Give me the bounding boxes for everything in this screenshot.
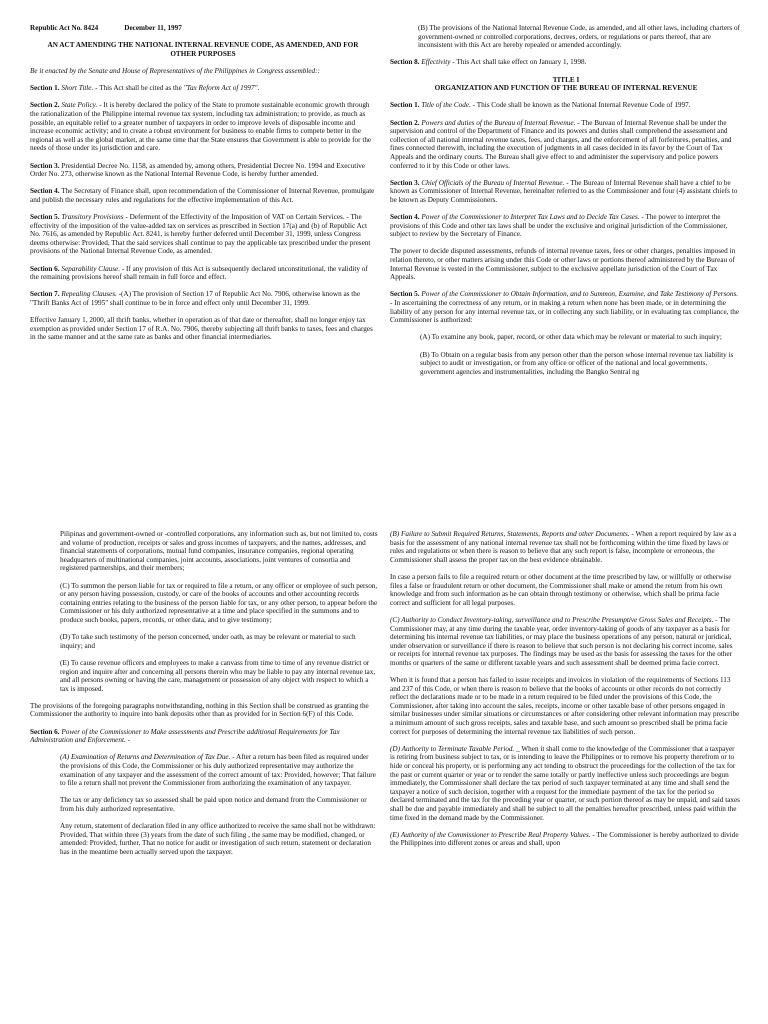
enacting-clause: Be it enacted by the Senate and House of Representatives of the Philippines in Congress assembled::: [30, 66, 320, 75]
section-7: Section 7. Repealing Clauses. -(A) The provision of Section 17 of Republic Act No. 7906, otherwise known as the "Thrift Banks Act of 1995" shall continue to be in force and effect only until December 31, 1999.: [30, 290, 361, 307]
code-section-2: Section 2. Powers and duties of the Bureau of Internal Revenue. - The Bureau of Internal Revenue shall be under the supervision and control of the Department of Finance and its powers and duties shall comprehend the assessment and collection of all national internal revenue taxes, fees, and charges, and the enforcement of all forfeitures, penalties, and fines connected therewith, including the execution of judgments in all cases decided in its favor by the Court of Tax Appeals and the ordinary courts. The Bureau shall give effect to and administer the supervisory and police powers conferred to it by this Code or other laws.: [390, 118, 732, 170]
document-page-2: [0, 512, 768, 1024]
effective-paragraph: Effective January 1, 2000, all thrift banks, whether in operation as of that date or thereafter, shall no longer enjoy tax exemption as provided under Section 17 of R.A. No. 7906, thereby subjecting all thrift banks to taxes, fees and charges in the same manner and at the same rate as banks and other financial intermediaries.: [30, 316, 373, 342]
section-6-return-paragraph: Any return, statement of declaration filed in any office authorized to receive the same shall not be withdrawn: Provided, That within three (3) years from the date of such filing , the same may be modified, changed, or amended: Provided, further, That no notice for audit or investigation of such return, statement or declaration has in the meantime been actually served upon the taxpayer.: [60, 822, 376, 856]
section-3: Section 3. Presidential Decree No. 1158, as amended by, among others, Presidential Decree No. 1994 and Executive Order No. 273, otherwise known as the National Internal Revenue Code, is hereby further amended.: [30, 161, 365, 179]
when-found-paragraph: When it is found that a person has failed to issue receipts and invoices in violation of the requirements of Sections 113 and 237 of this Code, or when there is reason to believe that the books of accounts or other records do not correctly reflect the declarations made or to be made in a return required to be filed under the provisions of this Code, the Commissioner, after taking into account the sales, receipts, income or other taxable base of other persons engaged in similar businesses under similar situations or circumstances or after considering other relevant information may prescribe a minimum amount of such gross receipts, sales and taxable base, and such amount so prescribed shall be prima facie correct for purposes of determining the internal revenue tax liabilities of such person.: [390, 676, 740, 736]
section-6-tax-paragraph: The tax or any deficiency tax so assessed shall be paid upon notice and demand from the Commissioner or from his duly authorized representative.: [60, 796, 367, 813]
item-d: (D) To take such testimony of the person concerned, under oath, as may be relevant or material to such inquiry; and: [60, 633, 356, 650]
page2-left-column: [30, 530, 378, 865]
page1-right-column: [390, 24, 742, 385]
item-e: (E) To cause revenue officers and employees to make a canvass from time to time of any revenue district or region and inquire after and concerning all persons therein who may be liable to pay any internal revenue tax, and all persons owning or having the care, management or possession of any object with respect to which a tax is imposed.: [60, 658, 376, 693]
section-6-item-e: (E) Authority of the Commissioner to Prescribe Real Property Values. - The Commissioner is hereby authorized to divide the Philippines into different zones or areas and shall, upon: [390, 830, 739, 848]
section-5: Section 5. Transitory Provisions - Deferment of the Effectivity of the Imposition of VAT on Certain Services. - The effectivity of the imposition of the value-added tax on services as prescribed in Section 17(a) and (b) of Republic Act No. 7616, as amended by Republic Act. 8241, is hereby further deferred until December 31, 1999, unless Congress deems otherwise: Provided, That the said services shall continue to pay the applicable tax prescribed under the present provisions of the National Internal Revenue Code, as amended.: [30, 213, 371, 256]
section-6: Section 6. Separability Clause. - If any provision of this Act is subsequently declared unconstitutional, the validity of the remaining provisions hereof shall remain in full force and effect.: [30, 264, 368, 282]
code-section-5: Section 5. Power of the Commissioner to Obtain Information, and to Summon, Examine, and Take Testimony of Persons. - In ascertaining the correctness of any return, or in making a return when none has been made, or in determining the liability of any person for any internal revenue tax, or in collecting any such liability, or in evaluating tax compliance, the Commissioner is authorized:: [390, 290, 740, 325]
act-date: December 11, 1997: [124, 24, 182, 32]
page-separator: [0, 496, 768, 512]
code-section-5-item-b: (B) To Obtain on a regular basis from any person other than the person whose internal revenue tax liability is subject to audit or investigation, or from any office or officer of the national and local governments, government agencies and instrumentalities, including the Bangko Sentral ng: [420, 350, 734, 376]
document-page-1: [0, 0, 768, 496]
code-section-6: Section 6. Power of the Commissioner to Make assessments and Prescribe additional Requirements for Tax Administration and Enforcement. -: [30, 727, 340, 745]
act-header: [30, 24, 376, 33]
repeal-b-paragraph: (B) The provisions of the National Internal Revenue Code, as amended, and all other laws, including charters of government-owned or controlled corporations, decrees, orders, or regulations or parts thereof, that are inconsistent with this Act are hereby repealed or amended accordingly.: [418, 24, 741, 50]
code-section-4-paragraph-2: The power to decide disputed assessments, refunds of internal revenue taxes, fees or other charges, penalties imposed in relation thereto, or other matters arising under this Code or other laws or portions thereof administered by the Bureau of Internal Revenue is vested in the Commissioner, subject to the exclusive appellate jurisdiction of the Court of Tax Appeals.: [390, 247, 736, 282]
act-number: Republic Act No. 8424: [30, 24, 99, 32]
item-c: (C) To summon the person liable for tax or required to file a return, or any officer or employee of such person, or any person having possession, custody, or care of the books of accounts and other accounting records containing entries relating to the business of the person liable for tax, or any other person, to appear before the Commissioner or his duly authorized representative at a time and place specified in the summons and to produce such books, papers, records, or other data, and to give testimony;: [60, 581, 378, 624]
code-section-4: Section 4. Power of the Commissioner to Interpret Tax Laws and to Decide Tax Cases. - The power to interpret the provisions of this Code and other tax laws shall be under the exclusive and original jurisdiction of the Commissioner, subject to review by the Secretary of Finance.: [390, 213, 728, 239]
item-b-continuation: Pilipinas and government-owned or -controlled corporations, any information such as, but not limited to, costs and volume of production, receipts or sales and gross incomes of taxpayers, and the names, addresses, and financial statements of corporations, mutual fund companies, insurance companies, regional operating headquarters of multinational companies, joint accounts, associations, joint ventures of consortia and registered partnerships, and their members;: [60, 530, 378, 573]
title-i-subheading: ORGANIZATION AND FUNCTION OF THE BUREAU OF INTERNAL REVENUE: [434, 84, 698, 93]
code-section-3: Section 3. Chief Officials of the Bureau of Internal Revenue. - The Bureau of Internal Revenue shall have a chief to be known as Commissioner of Internal Revenue, hereinafter referred to as the Commissioner and four (4) assistant chiefs to be known as Deputy Commissioners.: [390, 178, 738, 204]
code-section-5-item-a: (A) To examine any book, paper, record, or other data which may be relevant or material to such inquiry;: [420, 333, 722, 342]
code-section-1: Section 1. Title of the Code. - This Code shall be known as the National Internal Revenue Code of 1997.: [390, 101, 691, 110]
section-6-item-c: (C) Authority to Conduct Inventory-taking, surveillance and to Prescribe Presumptive Gross Sales and Receipts. - The Commissioner may, at any time during the taxable year, order inventory-taking of goods of any taxpayer as a basis for determining his internal revenue tax liabilities, or may place the business operations of any person, natural or juridical, under observation or surveillance if there is reason to believe that such person is not declaring his correct income, sales or receipts for internal revenue tax purposes. The findings may be used as the basis for assessing the taxes for the other months or quarters of the same or different taxable years and such assessment shall be deemed prima facie correct.: [390, 615, 733, 667]
in-case-paragraph: In case a person fails to file a required return or other document at the time prescribed by law, or willfully or otherwise files a false or fraudulent return or other document, the Commissioner shall make or amend the return from his own knowledge and from such information as he can obtain through testimony or otherwise, which shall be prima facie correct and sufficient for all legal purposes.: [390, 572, 732, 607]
act-title: AN ACT AMENDING THE NATIONAL INTERNAL REVENUE CODE, AS AMENDED, AND FOR OTHER PURPOSES: [47, 41, 359, 58]
page1-left-column: [30, 24, 376, 351]
section-6-item-b: (B) Failure to Submit Required Returns, Statements, Reports and other Documents. - When a report required by law as a basis for the assessment of any national internal revenue tax shall not be forthcoming within the time fixed by laws or rules and regulations or when there is reason to believe that any such report is false, incomplete or erroneous, the Commissioner shall assess the proper tax on the best evidence obtainable.: [390, 530, 737, 564]
section-6-item-a: (A) Examination of Returns and Determination of Tax Due. - After a return has been filed as required under the provisions of this Code, the Commissioner or his duly authorized representative may authorize the examination of any taxpayer and the assessment of the correct amount of tax: Provided, however; That failure to file a return shall not prevent the Commissioner from authorizing the examination of any taxpayer.: [60, 753, 376, 788]
foregoing-paragraph: The provisions of the foregoing paragraphs notwithstanding, nothing in this Section shall be construed as granting the Commissioner the authority to inquire into bank deposits other than as provided for in Section 6(F) of this Code.: [30, 701, 369, 719]
page2-right-column: [390, 530, 740, 857]
section-4: Section 4. The Secretary of Finance shall, upon recommendation of the Commissioner of Internal Revenue, promulgate and publish the necessary rules and regulations for the effective implementation of this Act.: [30, 187, 375, 204]
title-i-heading: TITLE I: [552, 75, 580, 84]
section-1: Section 1. Short Title. - This Act shall be cited as the "Tax Reform Act of 1997".: [30, 84, 260, 93]
section-8: Section 8. Effectivity - This Act shall take effect on January 1, 1998.: [390, 58, 587, 67]
section-6-item-d: (D) Authority to Terminate Taxable Period. _ When it shall come to the knowledge of the Commissioner that a taxpayer is retiring from business subject to tax, or is intending to leave the Philippines or to remove his property therefrom or to hide or conceal his property, or is performing any act tending to obstruct the proceedings for the collection of the tax for the past or current quarter or year or to render the same totally or partly ineffective unless such proceedings are begun immediately, the Commissioner shall declare the tax period of such taxpayer terminated at any time and shall send the taxpayer a notice of such decision, together with a request for the immediate payment of the tax for the period so declared terminated and the tax for the preceding year or quarter, or such portion thereof as may be unpaid, and said taxes shall be due and payable immediately and shall be subject to all the penalties hereafter prescribed, unless paid within the time fixed in the demand made by the Commissioner.: [390, 744, 740, 822]
section-2: Section 2. State Policy. - It is hereby declared the policy of the State to promote sustainable economic growth through the rationalization of the Philippine internal revenue tax system, including tax administration; to provide, as much as possible, an equitable relief to a greater number of taxpayers in order to improve levels of disposable income and increase economic activity; and to create a robust environment for business to enable firms to compete better in the regional as well as the global market, at the same time that the State ensures that Government is able to provide for the needs of those under its jurisdiction and care.: [30, 101, 372, 153]
